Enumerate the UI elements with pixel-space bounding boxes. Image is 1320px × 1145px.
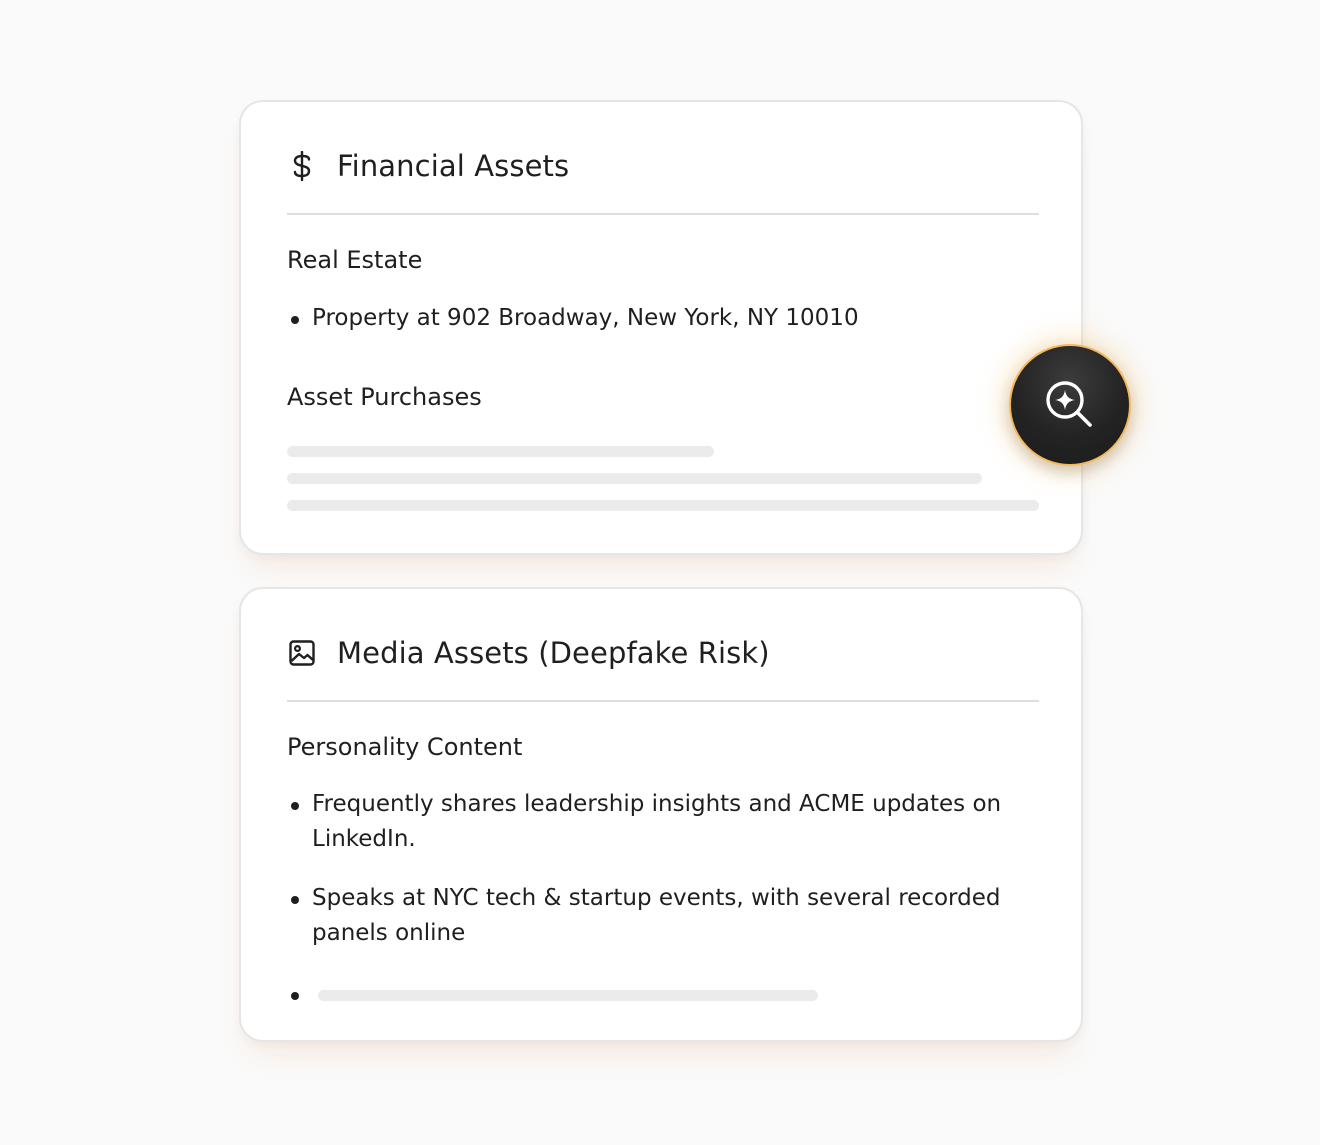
zoom-in-icon xyxy=(1042,377,1098,433)
media-assets-card xyxy=(239,587,1083,1042)
media-assets-divider xyxy=(287,700,1039,702)
placeholder-line xyxy=(318,990,818,1001)
real-estate-item-text: Property at 902 Broadway, New York, NY 10010 xyxy=(312,305,859,331)
placeholder-line xyxy=(287,473,982,484)
financial-assets-card xyxy=(239,100,1083,555)
image-icon xyxy=(287,638,317,668)
placeholder-line xyxy=(287,500,1039,511)
asset-purchases-heading: Asset Purchases xyxy=(287,383,482,411)
zoom-in-button[interactable] xyxy=(1009,344,1131,466)
dollar-icon xyxy=(287,151,317,181)
media-assets-header xyxy=(287,633,770,673)
financial-assets-header xyxy=(287,146,569,186)
financial-assets-divider xyxy=(287,213,1039,215)
personality-content-heading: Personality Content xyxy=(287,733,523,761)
real-estate-list-item xyxy=(287,301,1007,336)
personality-item-text: Speaks at NYC tech & startup events, with several recorded panels online xyxy=(312,885,1001,946)
placeholder-line xyxy=(287,446,714,457)
bullet-dot xyxy=(287,301,312,336)
real-estate-heading: Real Estate xyxy=(287,246,423,274)
financial-assets-title: Financial Assets xyxy=(337,149,570,183)
personality-item-text: Frequently shares leadership insights and ACME updates on LinkedIn. xyxy=(312,791,1002,852)
bullet-dot xyxy=(287,787,312,857)
personality-list-item xyxy=(287,881,1007,951)
media-assets-title: Media Assets (Deepfake Risk) xyxy=(337,636,770,670)
personality-list-item xyxy=(287,787,1007,857)
bullet-dot xyxy=(287,881,312,951)
